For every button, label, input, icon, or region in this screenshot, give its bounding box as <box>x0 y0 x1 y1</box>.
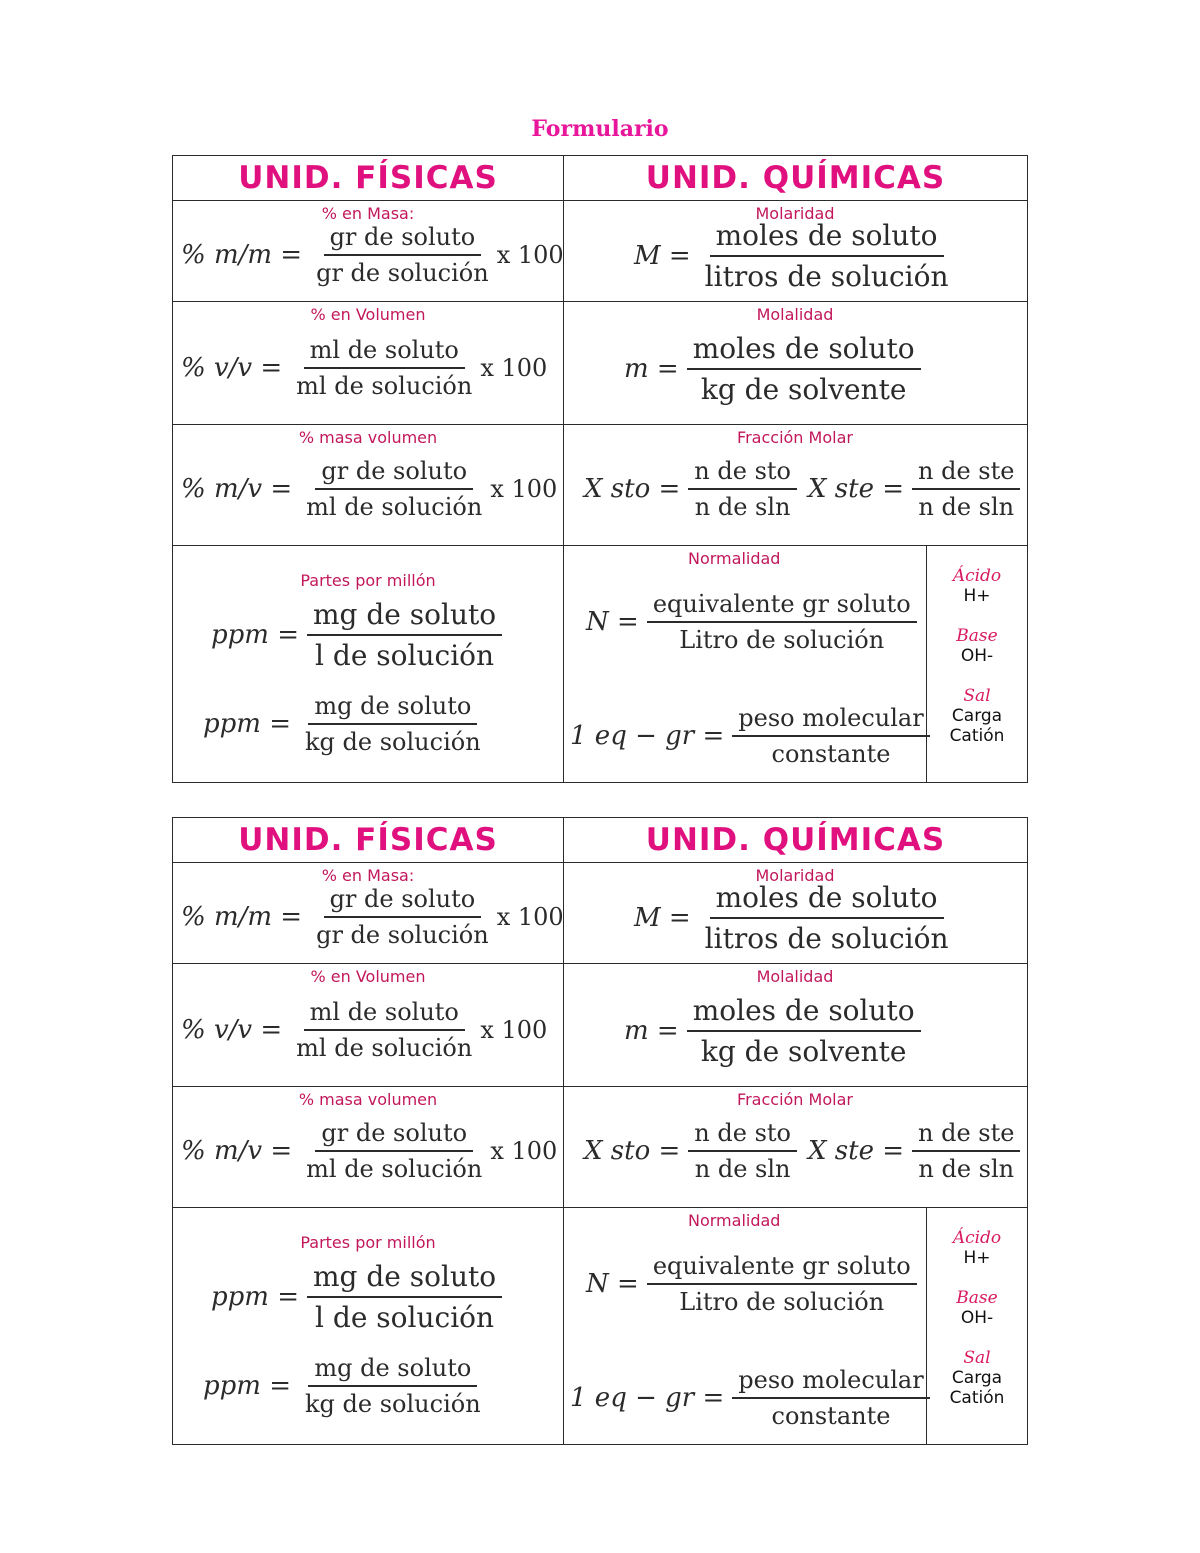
label-normalidad: Normalidad <box>688 549 781 568</box>
formula-lhs: X sto = <box>584 1136 681 1166</box>
multiplier: x 100 <box>496 903 564 931</box>
fraction <box>300 1119 488 1183</box>
fraction <box>732 1366 929 1430</box>
multiplier: x 100 <box>496 241 564 269</box>
numerator: equivalente gr soluto <box>647 590 917 623</box>
cell-porcentaje-masa-volumen <box>173 425 564 546</box>
label-porcentaje-volumen: % en Volumen <box>310 967 426 986</box>
formula-normalidad <box>586 590 917 654</box>
numerator: equivalente gr soluto <box>647 1252 917 1285</box>
fraction <box>290 336 478 400</box>
numerator: peso molecular <box>732 1366 929 1399</box>
header-fisicas: UNID. FÍSICAS <box>173 156 564 201</box>
formula-molaridad <box>634 219 954 293</box>
label-ppm: Partes por millón <box>300 1233 436 1252</box>
cell-molaridad <box>564 201 1028 302</box>
multiplier: x 100 <box>490 1137 558 1165</box>
cell-molalidad <box>564 302 1028 425</box>
denominator: ml de solución <box>296 1034 473 1062</box>
numerator: gr de soluto <box>324 223 482 256</box>
numerator: n de sto <box>688 1119 797 1152</box>
cell-porcentaje-volumen <box>173 964 564 1087</box>
formula-ppm-kg <box>203 1354 487 1418</box>
formula-lhs: % v/v = <box>181 353 283 383</box>
numerator: n de ste <box>912 1119 1020 1152</box>
formula-lhs: m = <box>624 354 679 384</box>
formula-x-solvente <box>808 1119 1020 1183</box>
denominator: kg de solución <box>305 728 481 756</box>
formula-lhs: % m/v = <box>181 1136 293 1166</box>
header-quimicas: UNID. QUÍMICAS <box>564 156 1028 201</box>
fraction <box>912 457 1020 521</box>
fraction <box>307 598 502 672</box>
tipo-label: Ácido <box>952 566 1002 586</box>
tipo-label: Base <box>956 626 998 646</box>
numerator: ml de soluto <box>304 336 465 369</box>
tipo-value: H+ <box>963 1248 991 1268</box>
numerator: mg de soluto <box>308 1354 477 1387</box>
multiplier: x 100 <box>480 1016 548 1044</box>
denominator: litros de solución <box>704 922 949 955</box>
formula-lhs: X ste = <box>808 474 905 504</box>
tipo-base <box>927 1268 1027 1328</box>
fraction <box>647 590 917 654</box>
fraction <box>300 457 488 521</box>
formula-lhs: M = <box>634 903 691 933</box>
denominator: n de sln <box>694 1155 791 1183</box>
formula-table <box>172 817 1028 1445</box>
fraction <box>299 1354 487 1418</box>
fraction <box>732 704 929 768</box>
denominator: litros de solución <box>704 260 949 293</box>
fraction <box>699 219 955 293</box>
cell-ppm <box>173 1208 564 1445</box>
denominator: ml de solución <box>306 493 483 521</box>
tipo-value: H+ <box>963 586 991 606</box>
formula-x-soluto <box>584 457 797 521</box>
formula-lhs: ppm = <box>203 1371 291 1401</box>
label-fraccion-molar: Fracción Molar <box>737 1090 853 1109</box>
denominator: n de sln <box>918 493 1015 521</box>
tipo-value: Carga <box>951 1368 1003 1388</box>
label-porcentaje-masa-volumen: % masa volumen <box>298 1090 438 1109</box>
formula-porcentaje-volumen <box>181 998 547 1062</box>
tipo-value: Catión <box>949 1388 1005 1408</box>
label-normalidad: Normalidad <box>688 1211 781 1230</box>
header-quimicas: UNID. QUÍMICAS <box>564 818 1028 863</box>
denominator: constante <box>771 1402 891 1430</box>
formula-porcentaje-volumen <box>181 336 547 400</box>
numerator: gr de soluto <box>315 1119 473 1152</box>
formula-lhs: X sto = <box>584 474 681 504</box>
numerator: mg de soluto <box>307 1260 502 1298</box>
denominator: gr de solución <box>316 259 489 287</box>
formula-lhs: M = <box>634 241 691 271</box>
formula-lhs: % m/v = <box>181 474 293 504</box>
formula-lhs: % m/m = <box>181 902 303 932</box>
formula-lhs: ppm = <box>203 709 291 739</box>
cell-porcentaje-masa <box>173 863 564 964</box>
formula-lhs: % m/m = <box>181 240 303 270</box>
fraction <box>687 994 921 1068</box>
formula-x-soluto <box>584 1119 797 1183</box>
cell-fraccion-molar <box>564 425 1028 546</box>
cell-porcentaje-volumen <box>173 302 564 425</box>
denominator: kg de solvente <box>700 373 907 406</box>
formula-lhs: m = <box>624 1016 679 1046</box>
tipo-acido <box>927 1208 1027 1268</box>
label-porcentaje-masa-volumen: % masa volumen <box>298 428 438 447</box>
formula-porcentaje-masa-volumen <box>181 457 557 521</box>
denominator: ml de solución <box>296 372 473 400</box>
denominator: gr de solución <box>316 921 489 949</box>
formula-molalidad <box>624 994 921 1068</box>
numerator: moles de soluto <box>710 881 944 919</box>
tipo-label: Sal <box>963 686 991 706</box>
formula-lhs: 1 eq − gr = <box>570 721 725 751</box>
header-fisicas: UNID. FÍSICAS <box>173 818 564 863</box>
tipo-label: Base <box>956 1288 998 1308</box>
label-ppm: Partes por millón <box>300 571 436 590</box>
formula-molaridad <box>634 881 954 955</box>
denominator: Litro de solución <box>679 1288 885 1316</box>
fraction <box>310 885 495 949</box>
tipo-value: OH- <box>960 1308 994 1328</box>
numerator: n de sto <box>688 457 797 490</box>
cell-fraccion-molar <box>564 1087 1028 1208</box>
formula-lhs: % v/v = <box>181 1015 283 1045</box>
cell-tipos <box>927 546 1028 783</box>
multiplier: x 100 <box>480 354 548 382</box>
numerator: moles de soluto <box>687 332 921 370</box>
fraction <box>699 881 955 955</box>
numerator: n de ste <box>912 457 1020 490</box>
formula-table <box>172 155 1028 783</box>
cell-molalidad <box>564 964 1028 1087</box>
formula-lhs: ppm = <box>211 620 299 650</box>
denominator: n de sln <box>694 493 791 521</box>
multiplier: x 100 <box>490 475 558 503</box>
numerator: gr de soluto <box>315 457 473 490</box>
denominator: kg de solvente <box>700 1035 907 1068</box>
numerator: ml de soluto <box>304 998 465 1031</box>
label-porcentaje-volumen: % en Volumen <box>310 305 426 324</box>
tipo-acido <box>927 546 1027 606</box>
label-molalidad: Molalidad <box>756 967 834 986</box>
formula-lhs: N = <box>586 607 639 637</box>
formula-ppm-litro <box>211 1260 502 1334</box>
fraction <box>687 332 921 406</box>
page-title: Formulario <box>531 116 669 142</box>
denominator: ml de solución <box>306 1155 483 1183</box>
tipo-value: Catión <box>949 726 1005 746</box>
denominator: kg de solución <box>305 1390 481 1418</box>
formula-normalidad <box>586 1252 917 1316</box>
label-porcentaje-masa: % en Masa: <box>321 866 415 885</box>
formula-lhs: ppm = <box>211 1282 299 1312</box>
numerator: peso molecular <box>732 704 929 737</box>
formula-ppm-litro <box>211 598 502 672</box>
numerator: mg de soluto <box>307 598 502 636</box>
label-molaridad: Molaridad <box>755 866 835 885</box>
label-porcentaje-masa: % en Masa: <box>321 204 415 223</box>
formula-lhs: 1 eq − gr = <box>570 1383 725 1413</box>
fraction <box>290 998 478 1062</box>
formula-porcentaje-masa <box>181 223 564 287</box>
numerator: moles de soluto <box>687 994 921 1032</box>
cell-ppm <box>173 546 564 783</box>
tipo-value: OH- <box>960 646 994 666</box>
formula-equivalente-gramo <box>570 1366 930 1430</box>
fraction <box>688 1119 797 1183</box>
tipo-value: Carga <box>951 706 1003 726</box>
denominator: constante <box>771 740 891 768</box>
label-molalidad: Molalidad <box>756 305 834 324</box>
fraction <box>688 457 797 521</box>
numerator: mg de soluto <box>308 692 477 725</box>
tipo-label: Sal <box>963 1348 991 1368</box>
fraction <box>299 692 487 756</box>
fraction <box>912 1119 1020 1183</box>
cell-molaridad <box>564 863 1028 964</box>
tipo-base <box>927 606 1027 666</box>
cell-tipos <box>927 1208 1028 1445</box>
formula-porcentaje-masa <box>181 885 564 949</box>
tipo-sal <box>927 666 1027 746</box>
denominator: n de sln <box>918 1155 1015 1183</box>
formula-lhs: X ste = <box>808 1136 905 1166</box>
fraction <box>647 1252 917 1316</box>
cell-porcentaje-masa <box>173 201 564 302</box>
formula-lhs: N = <box>586 1269 639 1299</box>
formula-ppm-kg <box>203 692 487 756</box>
cell-normalidad <box>564 546 927 783</box>
formula-molalidad <box>624 332 921 406</box>
label-fraccion-molar: Fracción Molar <box>737 428 853 447</box>
denominator: l de solución <box>315 639 495 672</box>
formula-porcentaje-masa-volumen <box>181 1119 557 1183</box>
denominator: l de solución <box>315 1301 495 1334</box>
formula-equivalente-gramo <box>570 704 930 768</box>
fraction <box>307 1260 502 1334</box>
fraction <box>310 223 495 287</box>
tipo-sal <box>927 1328 1027 1408</box>
numerator: moles de soluto <box>710 219 944 257</box>
formula-x-solvente <box>808 457 1020 521</box>
denominator: Litro de solución <box>679 626 885 654</box>
cell-porcentaje-masa-volumen <box>173 1087 564 1208</box>
numerator: gr de soluto <box>324 885 482 918</box>
label-molaridad: Molaridad <box>755 204 835 223</box>
cell-normalidad <box>564 1208 927 1445</box>
tipo-label: Ácido <box>952 1228 1002 1248</box>
